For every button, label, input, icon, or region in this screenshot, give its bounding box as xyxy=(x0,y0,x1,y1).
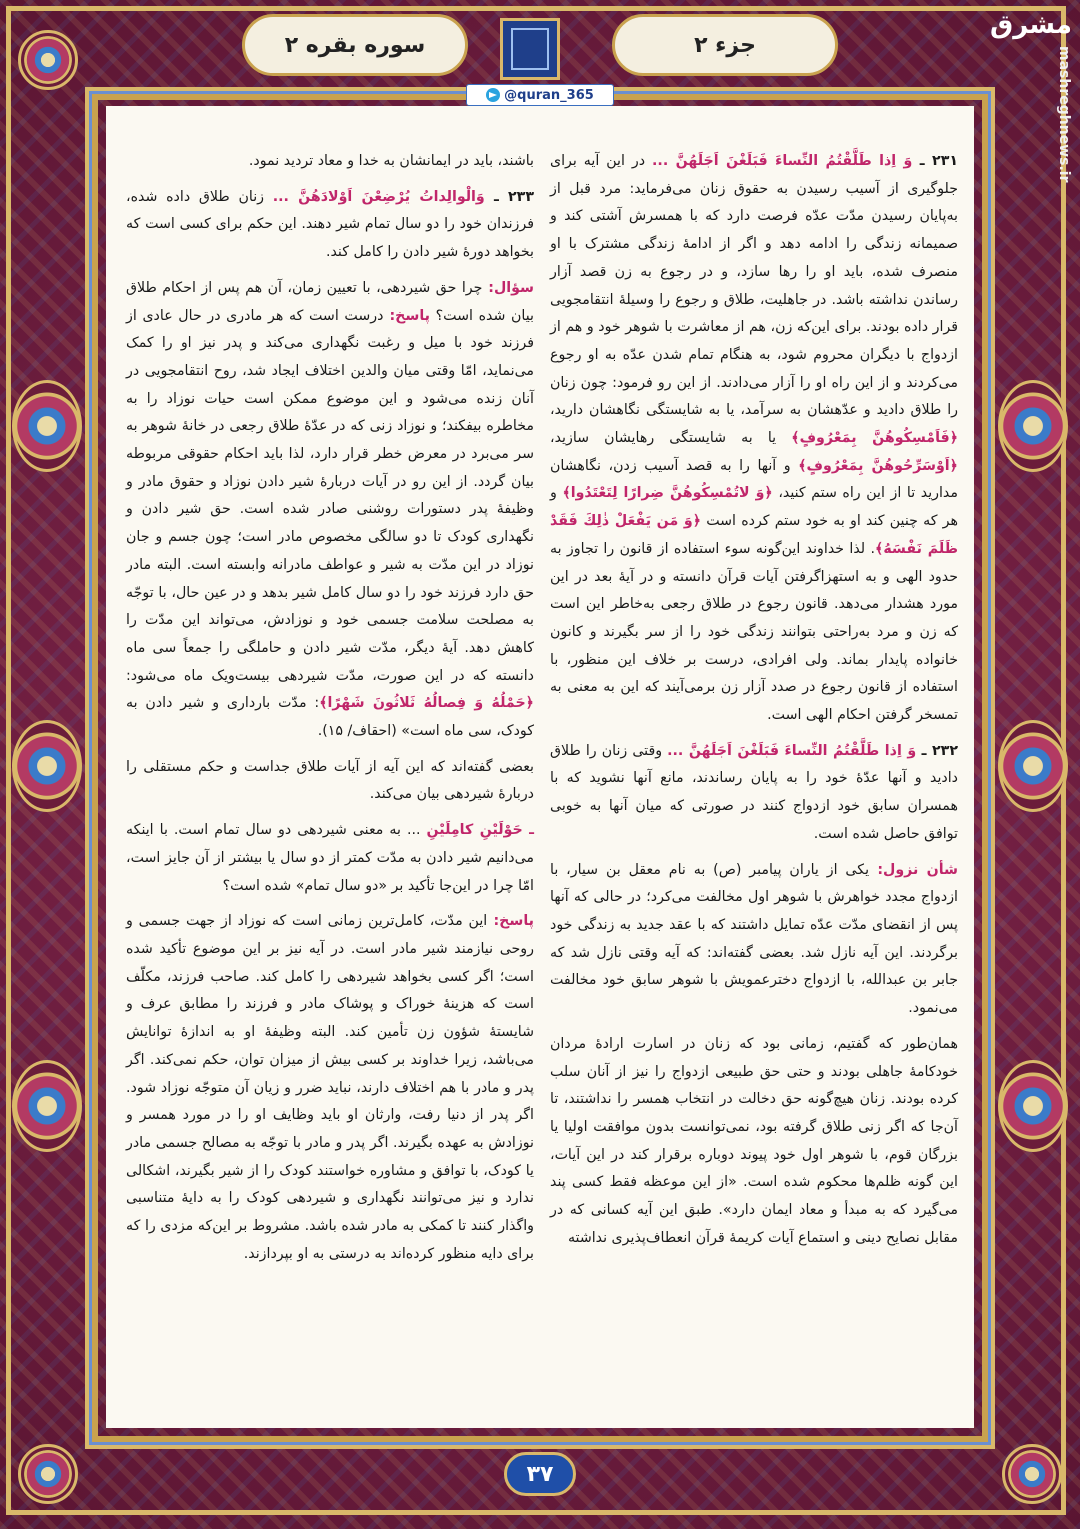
surah-title: سوره بقره ۲ xyxy=(284,32,426,58)
paragraph-gap xyxy=(126,900,534,908)
commentary-text: بعضی گفته‌اند که این آیه از آیات طلاق جداست و حکم مستقلی را دربارهٔ شیردهی بیان می‌کند. xyxy=(126,758,534,803)
commentary-text: درست است که هر مادری در حال عادی از فرزند خود با میل و رغبت نگهداری می‌کند و پدر نیز او را کمک می‌نماید، امّا وقتی میان والدین اختلاف ایجاد شد، روح انتقامجویی در آنان زنده می‌شود و این موضوع ممکن است حیات نوزاد را به مخاطره بیفکند؛ و نوزاد زنی که در عدّهٔ طلاق رجعی در خانهٔ شوهر به سر می‌برد در معرض خطر قرار دارد، لذا باید احکام حقوقی مربوطه بیان گردد. از این رو در آیات دربارهٔ شیر دادن نوزاد و حقوق مادر و وظیفهٔ پدر دستورات روشنی صادر شده است. حق شیر دادن و نگهداری کودک تا دو سالگی مخصوص مادر است؛ چون جسم و جان نوزاد در این مدّت به شیر و عواطف مادرانه وابسته است. البته مادر حق دارد فرزند خود را دو سال کامل شیر بدهد و در عین حال، با توجّه به مصلحت سلامت جسمی خود و نوزادش، می‌تواند این مدّت را کاهش دهد. آیهٔ دیگر، مدّت شیر دادن و حاملگی را جمعاً سی ماه دانسته که در این صورت، مدّت شیردهی بیست‌ویک ماه می‌شود: xyxy=(126,307,534,684)
commentary-text: وقتی زنان را طلاق دادید و آنها عدّهٔ خود را به پایان رساندند، مانع آنها نشوید که با همسران سابق خود ازدواج کنند در صورتی که میان آنها به خوبی توافق حاصل شده است. xyxy=(550,742,958,842)
juz-title: جزء ۲ xyxy=(694,32,756,58)
paragraph xyxy=(550,857,958,1023)
paragraph-gap xyxy=(550,730,958,738)
left-text-column xyxy=(126,148,534,1268)
verse-quote: ـ حَوْلَيْنِ كامِلَيْنِ xyxy=(426,822,534,839)
right-medallion-bottom xyxy=(998,1060,1068,1152)
paragraph-gap xyxy=(550,849,958,857)
surah-cartouche xyxy=(242,14,468,76)
verse-quote: ﴿وَ لاتُمْسِكُوهُنَّ ضِرارًا لِتَعْتَدُوا﴾ xyxy=(562,485,773,502)
left-medallion-bottom xyxy=(12,1060,82,1152)
handle-text: @quran_365 xyxy=(504,87,594,103)
commentary-text: زنان طلاق داده شده، فرزندان خود را دو سال تمام شیر دهند. این حکم برای کسی است که بخواهد دورهٔ شیر دادن را کامل کند. xyxy=(126,188,534,261)
paragraph xyxy=(550,148,958,730)
section-label: شأن نزول: xyxy=(869,861,958,878)
header-emblem xyxy=(500,18,560,80)
commentary-text: چرا حق شیردهی، با تعیین زمان، آن هم پس از احکام طلاق بیان شده است؟ xyxy=(126,279,534,324)
paragraph-gap xyxy=(126,267,534,275)
page-number: ۳۷ xyxy=(504,1452,576,1496)
left-medallion-middle xyxy=(12,720,82,812)
commentary-text: باشند، باید در ایمانشان به خدا و معاد تردید نمود. xyxy=(248,153,534,169)
right-medallion-middle xyxy=(998,720,1068,812)
verse-number: ۲۳۱ ـ xyxy=(912,153,959,169)
commentary-text: این مدّت، کامل‌ترین زمانی است که نوزاد از جهت جسمی و روحی نیازمند شیر مادر است. در آیه نیز بر این موضوع تأکید شده است؛ اگر کسی بخواهد شیردهی را کامل کند. صاحب فرزند، مکلّف است که هزینهٔ خوراک و پوشاک مادر و فرزند را مطابق عرف و شایستهٔ شؤون زن تأمین کند. البته وظیفهٔ او به اندازهٔ توانایش می‌باشد، زیرا خداوند بر کسی بیش از میزان توان، حکم نمی‌کند. اگر پدر و مادر با هم اختلاف دارند، نباید ضرر و زیان آن متوجّه نوزاد شود. اگر پدر از دنیا رفت، وارثان او باید وظایف او را در مورد همسر و نوزادش به عهده بگیرند. اگر پدر و مادر با توجّه به مصالح جسمی مادر یا کودک، با توافق و مشاوره خواستند کودک را از شیر بگیرند، اشکالی ندارد و نیز می‌توانند نگهداری و شیردهی کودک را به دایهٔ متناسبی واگذار کنند تا کمکی به مادر شده باشد. مشروط بر این‌که مزدی را که برای دایه منظور کرده‌اند به درستی به او بپردازند. xyxy=(126,913,534,1262)
corner-medallion-bl xyxy=(18,1444,78,1504)
telegram-icon xyxy=(486,88,500,102)
paragraph-gap xyxy=(126,746,534,754)
commentary-text: و هر که چنین کند او به خود ستم کرده است xyxy=(550,485,958,530)
verse-quote: ﴿وَ مَن يَفْعَلْ ذٰلِكَ فَقَدْ ظَلَمَ نَفْسَهُ﴾ xyxy=(550,513,958,557)
section-label: سؤال: xyxy=(482,279,534,296)
right-medallion-top xyxy=(998,380,1068,472)
paragraph xyxy=(550,738,958,849)
watermark-site: mashreghnews.ir xyxy=(1056,46,1072,183)
commentary-text: ... به معنی شیردهی دو سال تمام است. با اینکه می‌دانیم شیر دادن به مدّت کمتر از دو سال یا بیشتر از آن جایز است، امّا چرا در این‌جا تأکید بر «دو سال تمام» شده است؟ xyxy=(126,822,534,894)
right-text-column xyxy=(550,148,958,1252)
commentary-text: یکی از یاران پیامبر (ص) به نام معقل بن سیار، با ازدواج مجدد خواهرش با شوهر اول مخالفت می‌کرد؛ در حالی که آنها پس از انقضای مدّت عدّه تمایل داشتند که با عقد جدید به زندگی خود برگردند. این آیه نازل شد. بعضی گفته‌اند: که آیه وقتی نازل شد که جابر بن عبدالله، با ازدواج دخترعمویش با شوهر سابق خود مخالفت می‌نمود. xyxy=(550,861,958,1017)
verse-quote: ﴿فَاَمْسِكُوهُنَّ بِمَعْرُوفٍ﴾ xyxy=(791,430,959,447)
corner-medallion-tl xyxy=(18,30,78,90)
paragraph-gap xyxy=(550,1023,958,1031)
verse-quote: وَ اِذا طَلَّقْتُمُ النِّساءَ فَبَلَغْنَ اَجَلَهُنَّ ... xyxy=(652,153,913,169)
left-medallion-top xyxy=(12,380,82,472)
verse-quote: ﴿اَوْسَرِّحُوهُنَّ بِمَعْرُوفٍ﴾ xyxy=(798,457,958,474)
verse-number: ۲۳۳ ـ xyxy=(484,188,534,205)
verse-number: ۲۳۲ ـ xyxy=(916,742,958,759)
watermark-logo: مشرق xyxy=(990,10,1072,40)
paragraph xyxy=(550,1031,958,1253)
section-label: پاسخ: xyxy=(487,913,534,930)
paragraph xyxy=(126,817,534,900)
verse-quote: وَالْوالِداتُ يُرْضِعْنَ اَوْلادَهُنَّ ... xyxy=(272,188,485,205)
paragraph xyxy=(126,275,534,746)
corner-medallion-br xyxy=(1002,1444,1062,1504)
verse-quote: وَ اِذا طَلَّقْتُمُ النِّساءَ فَبَلَغْنَ اَجَلَهُنَّ ... xyxy=(667,742,917,759)
paragraph xyxy=(126,908,534,1268)
commentary-text: : مدّت بارداری و شیر دادن به کودک، سی ماه است» (احقاف/ ۱۵). xyxy=(126,695,534,740)
paragraph-gap xyxy=(126,176,534,184)
channel-handle[interactable] xyxy=(466,84,614,106)
commentary-text: و آنها را به قصد آسیب زدن، نگاهشان مدارید تا از این راه ستم کنید، xyxy=(550,457,958,502)
commentary-text: یا به شایستگی رهایشان سازید، xyxy=(550,430,792,447)
paragraph-gap xyxy=(126,809,534,817)
commentary-text: در این آیه برای جلوگیری از آسیب رسیدن به حقوق زنان می‌فرماید: مرد قبل از به‌پایان رسیدن مدّت عدّه فرصت دارد که با همسرش آشتی کند و صمیمانه زندگی را ادامه دهد و اگر از ادامهٔ زندگی مشترک با او منصرف شده، باید او را رها سازد، و در رجوع به زن قصد آزار رساندن نداشته باشد. در جاهلیت، طلاق و رجوع را وسیلهٔ انتقامجویی قرار داده بودند. برای این‌که زن، هم از معاشرت با شوهر خود و هم از ازدواج با دیگران محروم شود، به هنگام تمام شدن عدّه به او رجوع می‌کردند و از این راه او را آزار می‌دادند. از این رو فرمود: چون زنان را طلاق دادید و عدّهشان به سرآمد، یا به شایستگی نگاهشان دارید، xyxy=(550,153,958,419)
juz-cartouche xyxy=(612,14,838,76)
verse-quote: ﴿حَمْلُهُ وَ فِصالُهُ ثَلاثُونَ شَهْرًا﴾ xyxy=(319,695,534,712)
section-label: پاسخ: xyxy=(383,307,430,324)
mashregh-watermark xyxy=(962,10,1072,210)
commentary-text: . لذا خداوند این‌گونه سوء استفاده از قانون را تجاوز به حدود الهی و به استهزاگرفتن آیات قرآن دانسته و در آیهٔ بعد در این مورد هشدار می‌دهد. قانون رجوع در طلاق رجعی به‌خاطر این است که زن و مرد به‌راحتی بتوانند زندگی خود را از سر بگیرند و کانون خانواده پایدار بماند. ولی افرادی، درست بر خلاف این منظور، با استفاده از قانون رجوع در صدد آزار زن برمی‌آیند که این به معنی به تمسخر گرفتن احکام الهی است. xyxy=(550,540,958,724)
commentary-text: همان‌طور که گفتیم، زمانی بود که زنان در اسارت ارادهٔ مردان خودکامهٔ جاهلی بودند و حتی حق طبیعی ازدواج را نیز از آنان سلب کرده بودند. زنان هیچ‌گونه حق دخالت در انتخاب همسر را نداشتند، تا آن‌جا که اگر زنی طلاق گرفته بود، نمی‌توانست بدون موافقت اولیا یا بزرگان قوم، با شوهر اول خود پیوند دوباره برقرار کند در این آیات، این گونه ظلم‌ها محکوم شده است. «از این موعظه فقط کسی پند می‌گیرد که به مبدأ و معاد ایمان دارد». طبق این آیه کسانی که در مقابل نصایح دینی و استماع آیات کریمهٔ قرآن انعطاف‌پذیری نداشته xyxy=(550,1035,958,1246)
paragraph xyxy=(126,754,534,809)
paragraph xyxy=(126,184,534,267)
paragraph xyxy=(126,148,534,176)
